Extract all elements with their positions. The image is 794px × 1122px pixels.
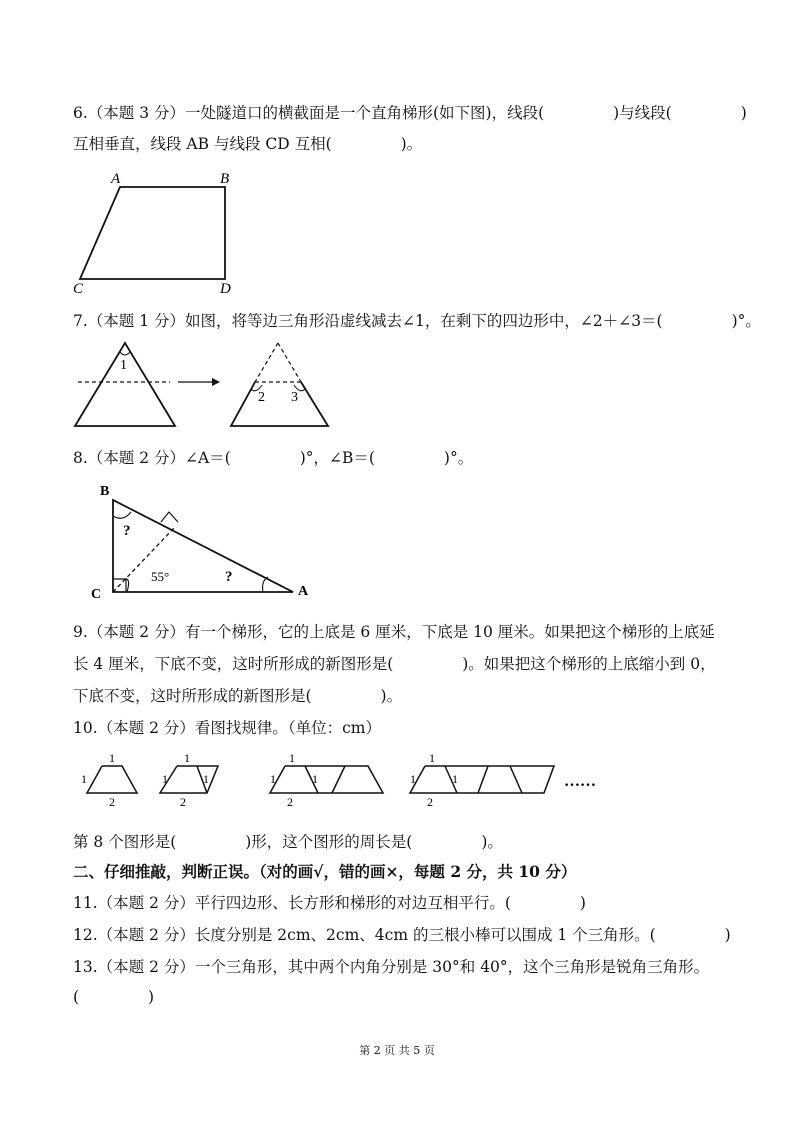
fig1-top: 1	[109, 751, 115, 765]
fig2-bottom: 2	[180, 795, 186, 808]
unknown-angle-A: ?	[225, 569, 233, 585]
label-B-vertex: B	[100, 484, 110, 499]
q9-line2: 长 4 厘米，下底不变，这时所形成的新图形是( )。如果把这个梯形的上底缩小到 0，	[73, 655, 716, 673]
fig3-bottom: 2	[287, 795, 293, 808]
fig1-bottom: 2	[109, 795, 115, 808]
fig3-top: 1	[289, 751, 295, 765]
q9-line3: 下底不变，这时所形成的新图形是( )。	[73, 687, 403, 705]
angle-55-label: 55°	[151, 569, 170, 584]
label-D: D	[220, 281, 231, 297]
q9-line1: 9.（本题 2 分）有一个梯形，它的上底是 6 厘米，下底是 10 厘米。如果把这个梯形的上底延	[73, 623, 715, 641]
section2-heading: 二、仔细推敲，判断正误。（对的画√，错的画×，每题 2 分，共 10 分）	[73, 862, 577, 881]
fig4-inner: 1	[452, 772, 458, 786]
label-A-vertex: A	[298, 584, 309, 599]
label-B: B	[220, 171, 230, 187]
unknown-angle-B: ?	[123, 523, 131, 539]
q8-text: 8.（本题 2 分）∠A＝( )°，∠B＝( )°。	[73, 449, 474, 467]
angle-2-label: 2	[258, 390, 265, 405]
q6-line1: 6.（本题 3 分）一处隧道口的横截面是一个直角梯形(如下图)，线段( )与线段( )	[73, 104, 747, 122]
trapezoid-pattern-figure	[70, 748, 630, 808]
q6-line2: 互相垂直，线段 AB 与线段 CD 互相( )。	[73, 135, 423, 153]
trapezoid-figure	[65, 165, 255, 300]
label-A: A	[111, 171, 121, 187]
fig4-top: 1	[429, 751, 435, 765]
fig2-top: 1	[184, 751, 190, 765]
q12-text: 12.（本题 2 分）长度分别是 2cm、2cm、4cm 的三根小棒可以围成 1 个三角形。( )	[73, 926, 731, 944]
fig2-inner: 1	[203, 772, 209, 786]
label-C: C	[73, 281, 84, 297]
page-footer: 第 2 页 共 5 页	[359, 1044, 435, 1057]
fig4-bottom: 2	[427, 795, 433, 808]
pattern-ellipsis: ……	[564, 773, 596, 790]
angle-3-label: 3	[291, 390, 298, 405]
q11-text: 11.（本题 2 分）平行四边形、长方形和梯形的对边互相平行。( )	[73, 894, 586, 912]
triangle-cut-figure	[70, 338, 340, 433]
q10-text: 10.（本题 2 分）看图找规律。（单位：cm）	[73, 719, 381, 737]
fig4-side: 1	[410, 772, 416, 786]
fig1-side: 1	[81, 772, 87, 786]
fig3-inner: 1	[312, 772, 318, 786]
q13-line2: ( )	[73, 988, 155, 1006]
fig2-side: 1	[162, 772, 168, 786]
angle-1-label: 1	[120, 358, 127, 373]
q10-answer: 第 8 个图形是( )形，这个图形的周长是( )。	[73, 833, 503, 851]
q13-line1: 13.（本题 2 分）一个三角形，其中两个内角分别是 30°和 40°，这个三角形是锐角三角形。	[73, 958, 710, 976]
fig3-side: 1	[270, 772, 276, 786]
label-C-vertex: C	[91, 587, 102, 602]
right-triangle-figure	[85, 482, 320, 602]
q7-text: 7.（本题 1 分）如图，将等边三角形沿虚线减去∠1，在剩下的四边形中，∠2＋∠3＝( )°。	[73, 312, 761, 330]
